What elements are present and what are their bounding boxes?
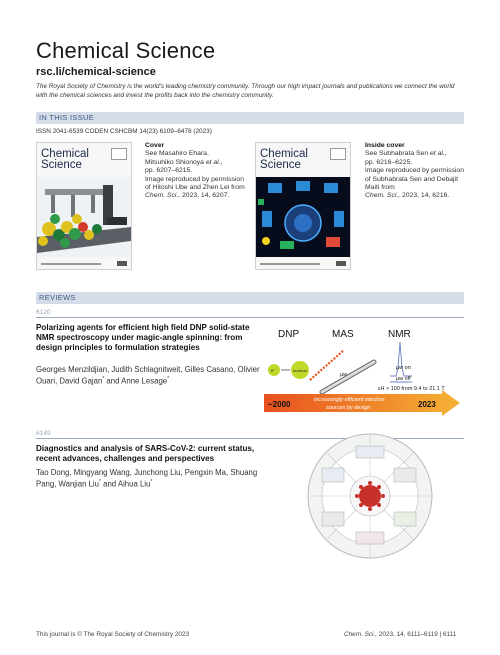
toc-graphic-sars-cov-2 (300, 432, 440, 560)
cover-journal-title: Chemical Science (41, 148, 89, 171)
article-page-number: 6120 (36, 309, 51, 316)
microwave-beam (310, 350, 344, 380)
inside-cover-footer-text (260, 263, 320, 265)
toc-graphic-dnp (262, 320, 462, 422)
timeline-text-2: sources by design (326, 405, 371, 411)
article-title[interactable]: Polarizing agents for efficient high field DNP solid-state NMR spectroscopy under magic-angle spinning: from design principles to formulation strategies (36, 323, 250, 352)
toc-label-mas: MAS (332, 329, 354, 340)
inside-cover-caption: Inside cover See Subhabrata Sen et al., pp. 6216–6225. Image reproduced by permission of Subhabrata Sen and Debajit Maiti from Chem. Sci., 2023, 14, 6216. (365, 142, 464, 200)
toc-label-uw-on: µw on (396, 365, 411, 371)
toc-label-electron: e⁻ (271, 368, 276, 373)
journal-url[interactable]: rsc.li/chemical-science (36, 66, 156, 78)
cover-stamp (111, 148, 127, 160)
article-authors: Georges Menzildjian, Judith Schlagnitweit, Gilles Casano, Olivier Ouari, David Gajan* and Anne Lesage* (36, 365, 260, 386)
toc-label-uw: µw (340, 372, 348, 378)
toc-label-dnp: DNP (278, 329, 300, 340)
timeline-text-1: increasingly efficient electron (314, 397, 385, 403)
footer-citation: Chem. Sci., 2023, 14, 6111–6119 | 6111 (344, 631, 457, 638)
reviews-label: REVIEWS (39, 293, 76, 302)
timeline-end: 2023 (418, 400, 436, 409)
article-authors: Tao Dong, Mingyang Wang, Junchong Liu, Pengxin Ma, Shuang Pang, Wanjian Liu* and Aihua Liu* (36, 468, 258, 489)
journal-blurb: The Royal Society of Chemistry is the world's leading chemistry community. Through our high impact journals and publications we connect the world with the chemical sciences and invest the profits back into the chemistry community. (36, 83, 455, 99)
cover-image[interactable] (36, 142, 132, 270)
toc-label-nucleus: nucleus (293, 368, 307, 373)
inside-cover-image[interactable] (255, 142, 351, 270)
in-this-issue-label: IN THIS ISSUE (39, 113, 95, 122)
in-this-issue-bar (36, 112, 464, 124)
article-divider (36, 317, 464, 318)
article-page-number: 6149 (36, 430, 51, 437)
cover-caption: Cover See Masahiro Ehara, Mitsuhiko Shionoya et al., pp. 6207–6215. Image reproduced by permission of Hitoshi Ube and Zhen Lei from Chem. Sci., 2023, 14, 6207. (145, 142, 245, 200)
inside-cover-stamp (330, 148, 346, 160)
toc-label-uw-off: µw off (396, 376, 411, 382)
journal-title: Chemical Science (36, 38, 216, 63)
cover-footer-text (41, 263, 101, 265)
article-title[interactable]: Diagnostics and analysis of SARS-CoV-2: current status, recent advances, challenges and perspectives (36, 444, 255, 463)
inside-cover-logo-icon (336, 261, 346, 266)
toc-label-nmr: NMR (388, 329, 411, 340)
footer-copyright: This journal is © The Royal Society of Chemistry 2023 (36, 631, 190, 638)
issn-line: ISSN 2041-6539 CODEN CSHCBM 14(23) 6109–6478 (2023) (36, 128, 212, 135)
reviews-bar (36, 292, 464, 304)
rsc-logo-icon (117, 261, 127, 266)
inside-cover-artwork (256, 177, 350, 257)
inside-cover-journal-title: Chemical Science (260, 148, 308, 171)
toc-label-enhancement: εH > 100 from 9.4 to 21.1 T (378, 386, 445, 392)
cover-artwork (37, 177, 131, 257)
timeline-start: ~2000 (268, 400, 291, 409)
